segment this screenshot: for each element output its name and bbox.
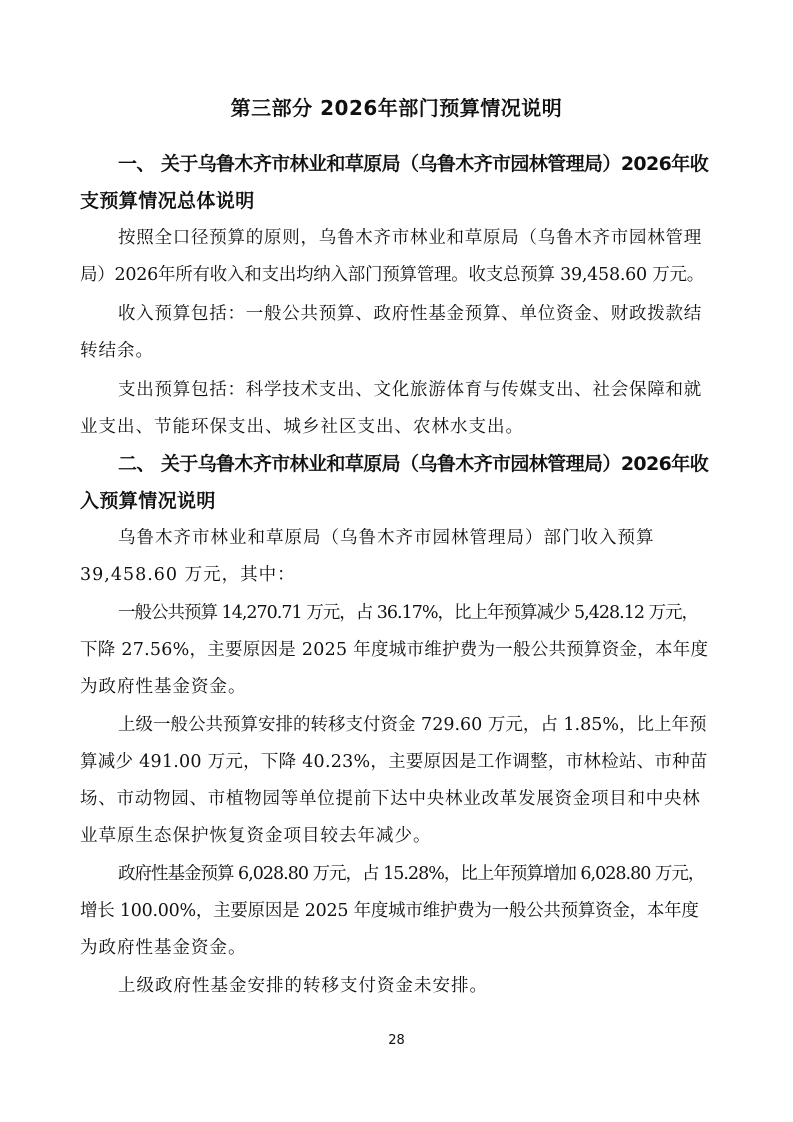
- text-line: 政府性基金预算 6,028.80 万元，占 15.28%，比上年预算增加 6,028.80 万元，: [118, 864, 705, 884]
- paragraph: [80, 707, 708, 855]
- text-line: 39,458.60 万元，其中：: [80, 565, 296, 585]
- text-line: 算减少 491.00 万元，下降 40.23%，主要原因是工作调整，市林检站、市种苗: [80, 752, 708, 772]
- text-line: 一般公共预算 14,270.71 万元，占 36.17%，比上年预算减少 5,428.12 万元，: [118, 603, 699, 623]
- text-line: 为政府性基金资金。: [80, 677, 247, 697]
- page-title: 第三部分 2026年部门预算情况说明: [230, 96, 563, 120]
- text-line: 转结余。: [80, 341, 154, 361]
- text-line: 按照全口径预算的原则，乌鲁木齐市林业和草原局（乌鲁木齐市园林管理: [118, 228, 702, 248]
- paragraph: [80, 296, 708, 370]
- heading-line: 支预算情况总体说明: [80, 190, 255, 212]
- text-line: 业支出、节能环保支出、城乡社区支出、农林水支出。: [80, 417, 524, 437]
- section-2-heading: [80, 446, 709, 520]
- text-line: 业草原生态保护恢复资金项目较去年减少。: [80, 826, 432, 846]
- paragraph: [80, 595, 709, 706]
- text-line: 上级一般公共预算安排的转移支付资金 729.60 万元，占 1.85%，比上年预: [118, 715, 707, 735]
- text-line: 为政府性基金资金。: [80, 938, 247, 958]
- text-line: 增长 100.00%，主要原因是 2025 年度城市维护费为一般公共预算资金，本年度: [80, 901, 699, 921]
- paragraph: [80, 856, 708, 967]
- paragraph: [80, 220, 708, 294]
- text-line: 乌鲁木齐市林业和草原局（乌鲁木齐市园林管理局）部门收入预算: [118, 528, 655, 548]
- section-1-heading: [80, 146, 709, 220]
- text-line: 上级政府性基金安排的转移支付资金未安排。: [118, 976, 488, 996]
- text-line: 支出预算包括：科学技术支出、文化旅游体育与传媒支出、社会保障和就: [118, 380, 702, 400]
- text-line: 局）2026年所有收入和支出均纳入部门预算管理。收支总预算 39,458.60 万元。: [80, 265, 704, 285]
- heading-line: 一、 关于乌鲁木齐市林业和草原局（乌鲁木齐市园林管理局）2026年收: [118, 153, 709, 175]
- paragraph: [118, 968, 708, 1005]
- heading-line: 二、 关于乌鲁木齐市林业和草原局（乌鲁木齐市园林管理局）2026年收: [118, 453, 709, 475]
- heading-line: 入预算情况说明: [80, 490, 216, 512]
- paragraph: [80, 520, 708, 594]
- page-number: 28: [388, 1033, 405, 1048]
- paragraph: [80, 372, 708, 446]
- text-line: 场、市动物园、市植物园等单位提前下达中央林业改革发展资金项目和中央林: [80, 789, 701, 809]
- text-line: 收入预算包括：一般公共预算、政府性基金预算、单位资金、财政拨款结: [118, 304, 702, 324]
- text-line: 下降 27.56%，主要原因是 2025 年度城市维护费为一般公共预算资金，本年度: [80, 640, 709, 660]
